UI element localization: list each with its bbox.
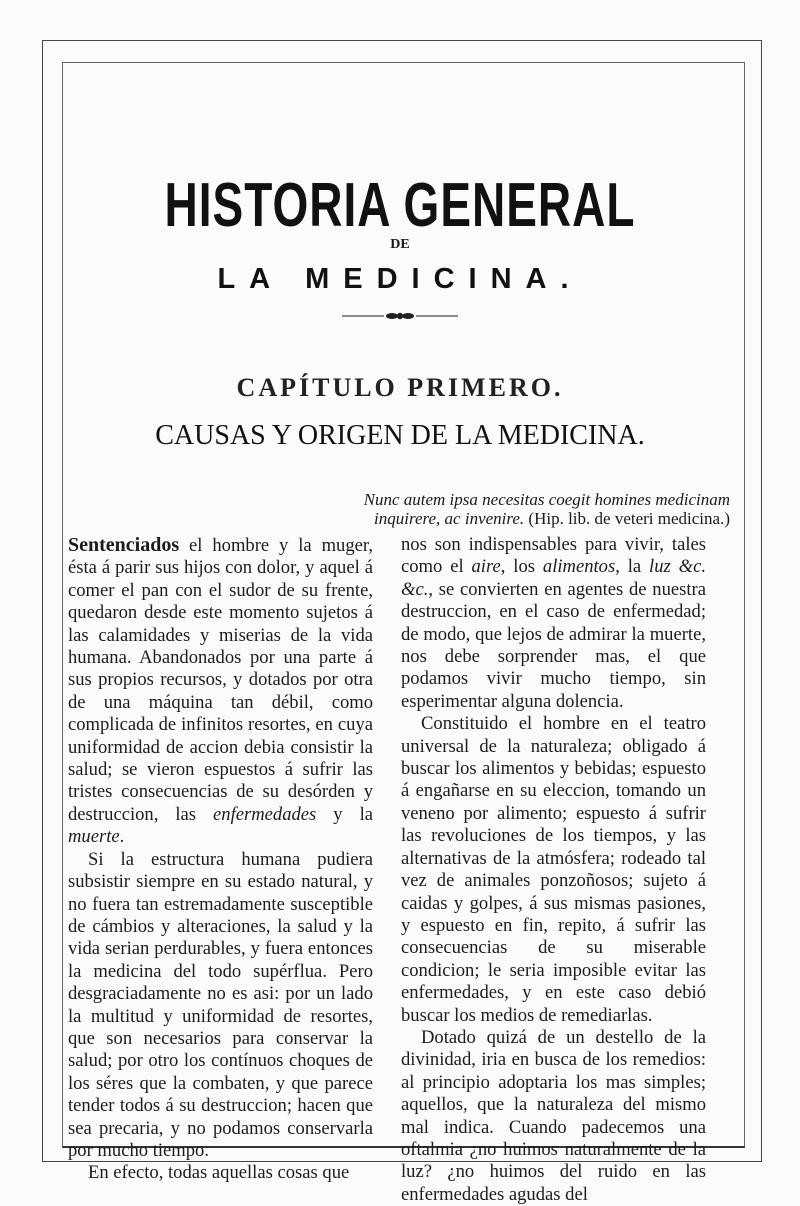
- emphasis: aire: [471, 556, 501, 578]
- paragraph: Constituido el hombre en el teatro universal de la naturaleza; obligado á buscar los alimentos y bebidas; espuesto á engañarse en su eleccion, tomando un veneno por alimento; espuesto á sufrir las revoluciones de los tiempos, y las alternativas de la atmósfera; rodeado tal vez de animales ponzoñosos; sujeto á caidas y golpes, á sus mismas pasiones, y espuesto en fin, repito, á sufrir las consecuencias de su miserable condicion; le seria imposible evitar las enfermedades, y en este caso debió buscar los medios de remediarlas.: [401, 713, 706, 1026]
- paragraph-text: el hombre y la muger, ésta á parir sus hijos con dolor, y aquel á comer el pan con el sudor de su frente, quedaron desde este momento sujetos á las calamidades y miserias de la vida humana. Abandonados por una parte á sus propios recursos, y dotados por otra de una máquina tan débil, como complicada de infinitos resortes, en cuya uniformidad de accion debia consistir la salud; se vieron espuestos á sufrir las tristes consecuencias de su desórden y destruccion, las: [68, 535, 373, 825]
- epigraph-quote: Nunc autem ipsa necesitas coegit homines medicinam: [363, 490, 730, 509]
- paragraph: Dotado quizá de un destello de la divinidad, iria en busca de los remedios: al principio adoptaria los mas simples; aquellos, que la naturaleza del mismo mal indica. Cuando padecemos una oftalmia ¿no huimos naturalmente de la luz? ¿no huimos del ruido en las enfermedades agudas del: [401, 1026, 706, 1205]
- book-title: HISTORIA GENERAL: [164, 169, 636, 240]
- epigraph-quote-line2: inquirere, ac invenire.: [374, 509, 525, 528]
- chapter-title: CAUSAS Y ORIGEN DE LA MEDICINA.: [155, 420, 645, 451]
- ornament-rule-icon: [342, 309, 458, 323]
- paragraph: [68, 534, 373, 849]
- paragraph: En efecto, todas aquellas cosas que: [88, 1162, 350, 1184]
- emphasis: enfermedades: [213, 803, 317, 825]
- paragraph: [401, 534, 706, 713]
- paragraph-text: , los: [500, 556, 543, 578]
- paragraph-text: , la: [615, 556, 650, 578]
- title-connector: DE: [390, 237, 410, 252]
- text-column-left: [68, 534, 373, 1185]
- drop-cap-word: Sentenciados: [68, 534, 180, 556]
- paragraph-text: nos son indispensables para vivir, tales como el: [401, 534, 706, 578]
- epigraph: [320, 490, 730, 528]
- paragraph-text: , se convierten en agentes de nuestra destruccion, en el caso de enfermedad; de modo, que lejos de admirar la muerte, nos debe sorprender mas, el que podamos vivir mucho tiempo, sin esperimentar alguna dolencia.: [401, 578, 706, 712]
- emphasis: alimentos: [542, 556, 616, 578]
- epigraph-source: (Hip. lib. de veteri medicina.): [528, 509, 730, 528]
- emphasis: muerte: [68, 826, 120, 848]
- book-subtitle: LA MEDICINA.: [217, 263, 583, 295]
- chapter-heading: CAPÍTULO PRIMERO.: [236, 373, 564, 402]
- text-column-right: [401, 534, 706, 1206]
- emphasis: luz &c. &c.: [401, 556, 706, 600]
- paragraph: Si la estructura humana pudiera subsistir siempre en su estado natural, y no fuera tan estremadamente susceptible de cámbios y alteraciones, la salud y la vida serian perdurables, y fuera entonces la medicina del todo supérflua. Pero desgraciadamente no es asi: por un lado la multitud y uniformidad de resortes, que son necesarios para conservar la salud; por otro los contínuos choques de los séres que la combaten, y que parece tender todos á su destruccion; hacen que sea precaria, y no podamos conservarla por mucho tiempo.: [68, 848, 373, 1161]
- paragraph-text: .: [119, 826, 125, 848]
- paragraph-text: y la: [316, 803, 373, 825]
